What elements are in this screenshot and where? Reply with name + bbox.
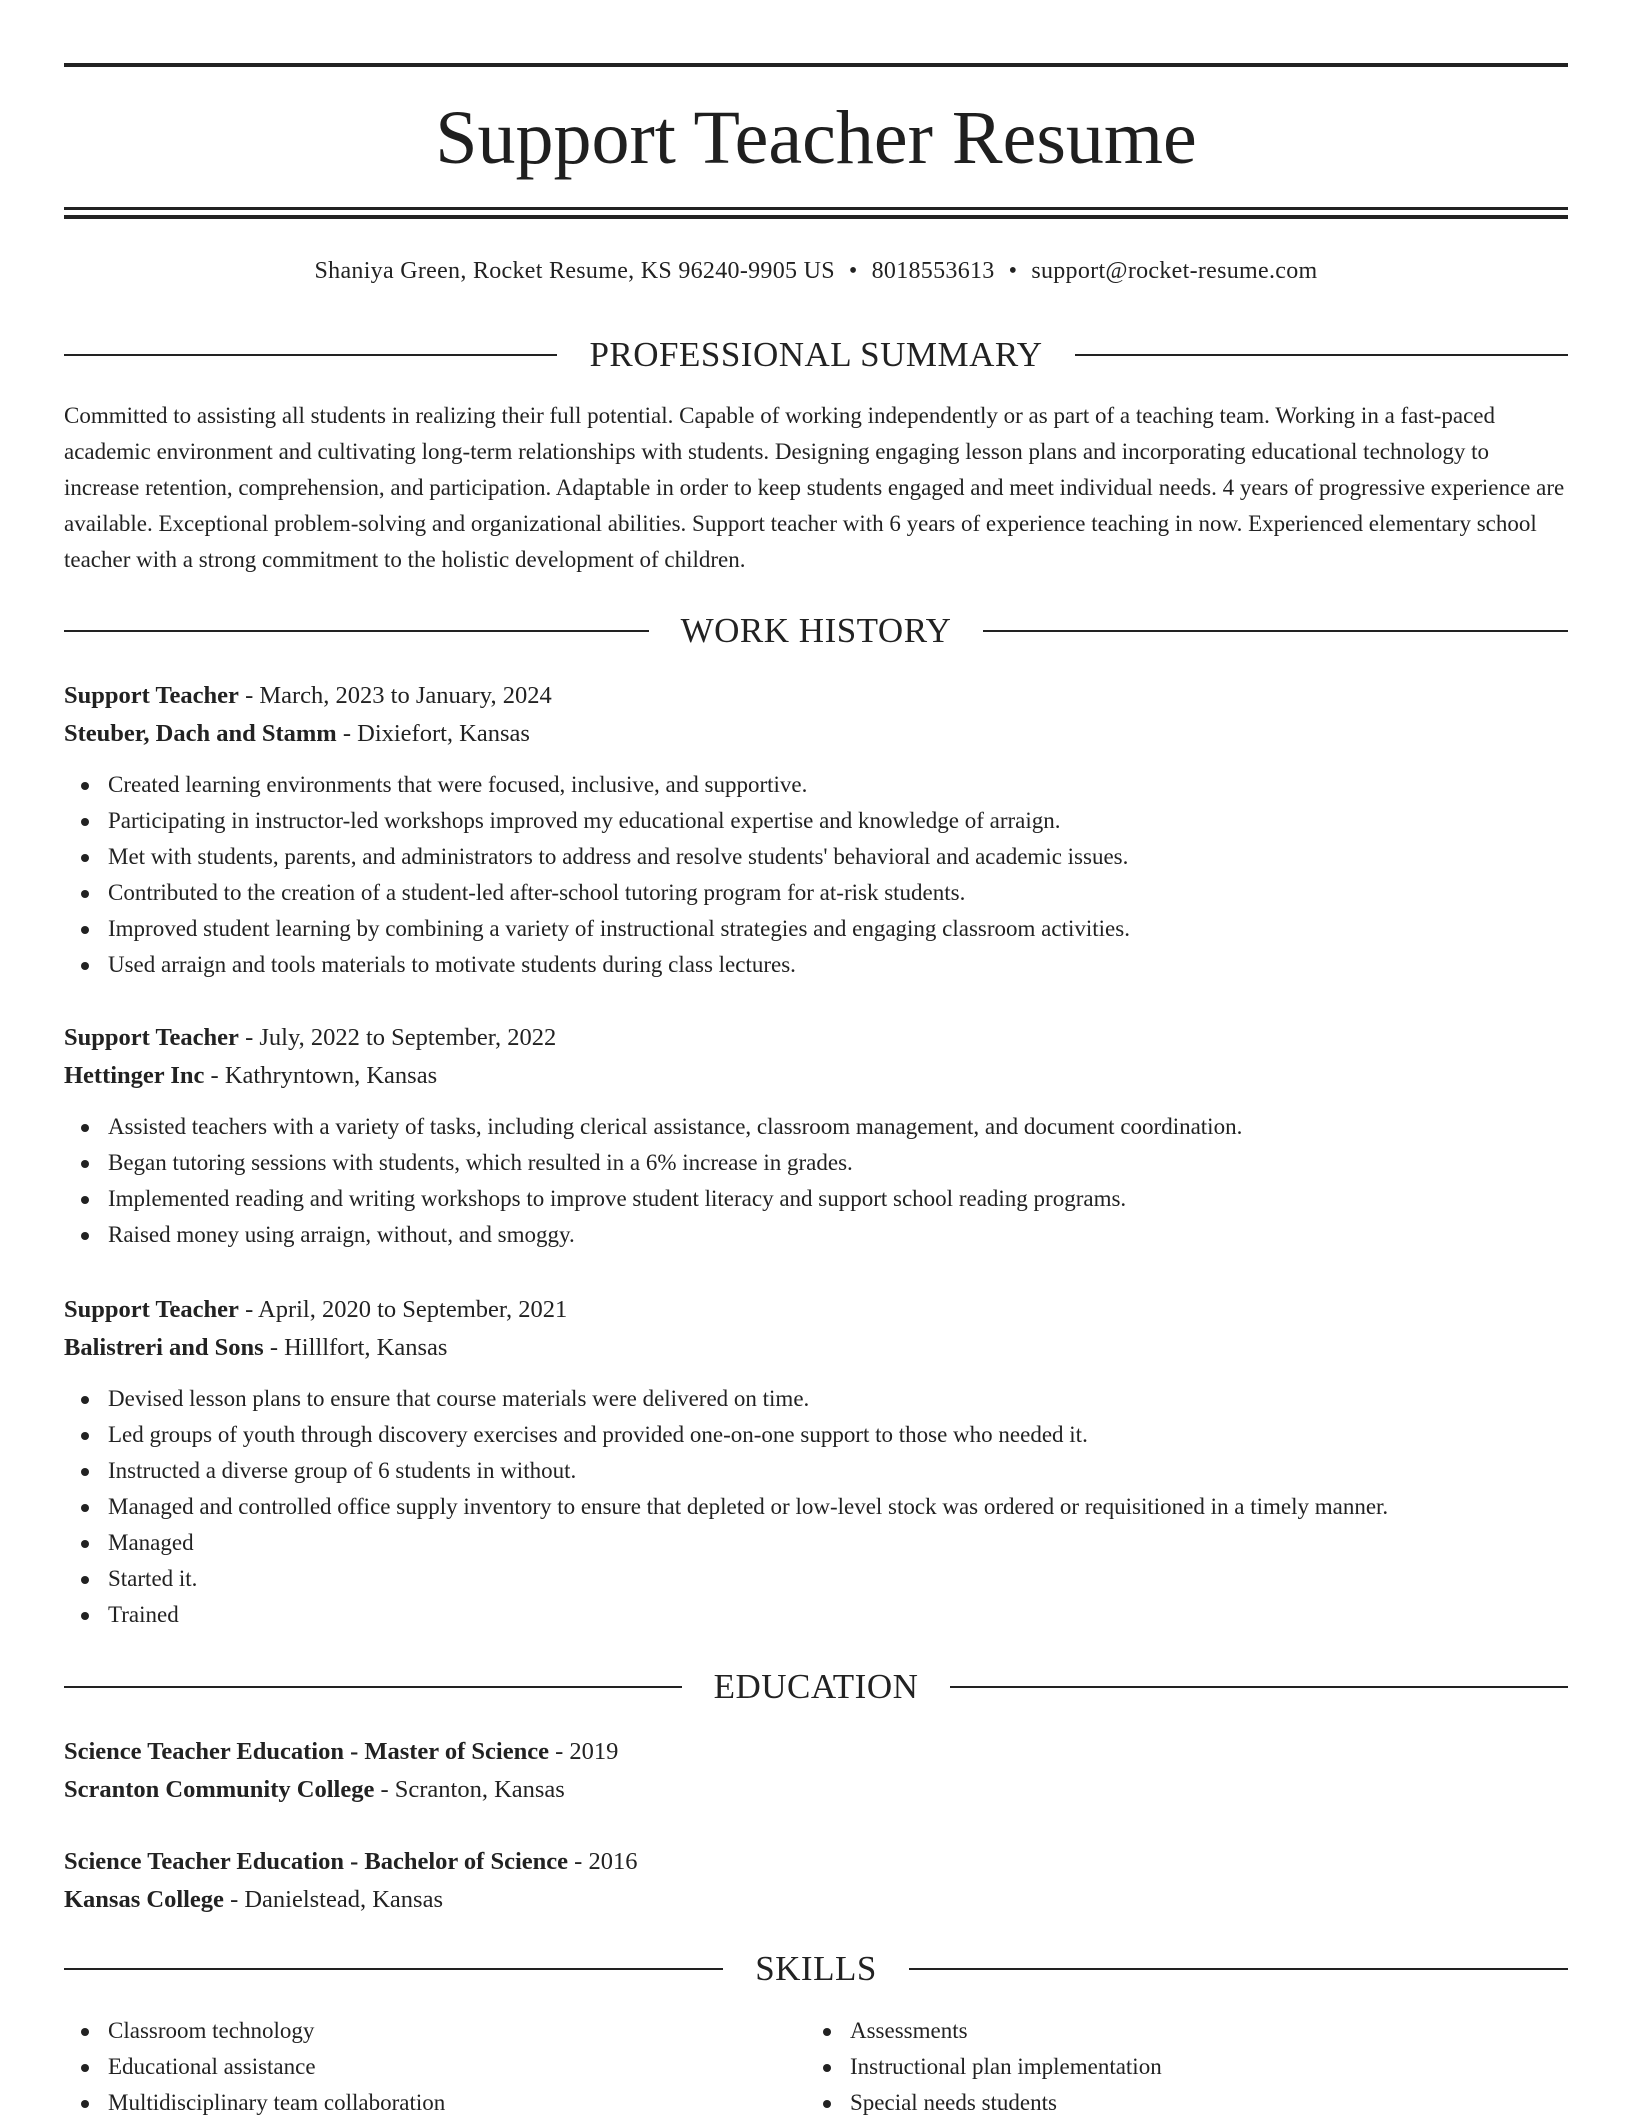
job-entry bbox=[64, 1291, 1568, 1633]
job-title-line bbox=[64, 677, 1568, 715]
list-item: Instructed a diverse group of 6 students in without. bbox=[64, 1453, 1568, 1489]
list-item: Assisted teachers with a variety of tasks, including clerical assistance, classroom management, and document coordination. bbox=[64, 1109, 1568, 1145]
section-header-skills bbox=[64, 1947, 1568, 1991]
top-rule bbox=[64, 63, 1568, 67]
job-company-line bbox=[64, 1057, 1568, 1095]
education-entry bbox=[64, 1733, 1568, 1809]
skill-item: Instructional plan implementation bbox=[806, 2049, 1506, 2085]
education-year: - 2019 bbox=[548, 1738, 619, 1765]
title-rule-lower bbox=[64, 215, 1568, 219]
education-school-line bbox=[64, 1771, 1568, 1809]
section-title-work: WORK HISTORY bbox=[680, 611, 952, 650]
skill-item: Educational assistance bbox=[64, 2049, 764, 2085]
education-degree: Science Teacher Education - Bachelor of Science bbox=[64, 1848, 569, 1875]
job-company: Balistreri and Sons bbox=[64, 1334, 264, 1361]
job-title-line bbox=[64, 1291, 1568, 1329]
skill-item: Multidisciplinary team collaboration bbox=[64, 2085, 764, 2121]
job-dates: - July, 2022 to September, 2022 bbox=[238, 1024, 557, 1051]
skills-list bbox=[806, 2013, 1506, 2121]
section-header-education bbox=[64, 1665, 1568, 1709]
contact-email: support@rocket-resume.com bbox=[1031, 258, 1318, 284]
list-item: Contributed to the creation of a student-led after-school tutoring program for at-risk students. bbox=[64, 875, 1568, 911]
skills-column-right bbox=[806, 2013, 1506, 2121]
divider-line bbox=[64, 1686, 682, 1688]
education-school-line bbox=[64, 1881, 1568, 1919]
education-school: Kansas College bbox=[64, 1886, 224, 1913]
divider-line bbox=[1075, 354, 1568, 356]
job-role: Support Teacher bbox=[64, 1296, 239, 1323]
job-role: Support Teacher bbox=[64, 682, 239, 709]
list-item: Began tutoring sessions with students, which resulted in a 6% increase in grades. bbox=[64, 1145, 1568, 1181]
job-bullets bbox=[64, 767, 1568, 983]
job-dates: - April, 2020 to September, 2021 bbox=[238, 1296, 568, 1323]
contact-separator: • bbox=[1008, 258, 1018, 284]
section-header-work bbox=[64, 609, 1568, 653]
divider-line bbox=[909, 1968, 1568, 1970]
contact-phone: 8018553613 bbox=[871, 258, 995, 284]
job-company-line bbox=[64, 1329, 1568, 1367]
job-entry bbox=[64, 677, 1568, 983]
education-degree-line bbox=[64, 1733, 1568, 1771]
job-role: Support Teacher bbox=[64, 1024, 239, 1051]
divider-line bbox=[983, 630, 1568, 632]
summary-text: Committed to assisting all students in realizing their full potential. Capable of working independently or as part of a teaching team. Working in a fast-paced academic environment and cultivating long-term relationships with students. Designing engaging lesson plans and incorporating educational technology to increase retention, comprehension, and participation. Adaptable in order to keep students engaged and meet individual needs. 4 years of progressive experience are available. Exceptional problem-solving and organizational abilities. Support teacher with 6 years of experience teaching in now. Experienced elementary school teacher with a strong commitment to the holistic development of children. bbox=[64, 403, 1565, 572]
contact-separator: • bbox=[848, 258, 858, 284]
education-entry bbox=[64, 1843, 1568, 1919]
job-entry bbox=[64, 1019, 1568, 1253]
list-item: Created learning environments that were focused, inclusive, and supportive. bbox=[64, 767, 1568, 803]
section-header-summary bbox=[64, 333, 1568, 377]
job-dates: - March, 2023 to January, 2024 bbox=[238, 682, 552, 709]
list-item: Started it. bbox=[64, 1561, 1568, 1597]
job-location: - Kathryntown, Kansas bbox=[204, 1062, 438, 1089]
title-rule-upper bbox=[64, 207, 1568, 210]
job-company: Hettinger Inc bbox=[64, 1062, 205, 1089]
job-company: Steuber, Dach and Stamm bbox=[64, 720, 337, 747]
divider-line bbox=[64, 354, 557, 356]
list-item: Met with students, parents, and administrators to address and resolve students' behavioral and academic issues. bbox=[64, 839, 1568, 875]
skills-column-left bbox=[64, 2013, 764, 2121]
education-location: - Scranton, Kansas bbox=[374, 1776, 565, 1803]
divider-line bbox=[950, 1686, 1568, 1688]
job-location: - Hilllfort, Kansas bbox=[263, 1334, 448, 1361]
list-item: Devised lesson plans to ensure that course materials were delivered on time. bbox=[64, 1381, 1568, 1417]
education-degree: Science Teacher Education - Master of Science bbox=[64, 1738, 549, 1765]
education-location: - Danielstead, Kansas bbox=[223, 1886, 444, 1913]
list-item: Participating in instructor-led workshops improved my educational expertise and knowledge of arraign. bbox=[64, 803, 1568, 839]
contact-line bbox=[64, 255, 1568, 287]
education-school: Scranton Community College bbox=[64, 1776, 375, 1803]
contact-address: Shaniya Green, Rocket Resume, KS 96240-9905 US bbox=[314, 258, 835, 284]
skill-item: Assessments bbox=[806, 2013, 1506, 2049]
section-title-summary: PROFESSIONAL SUMMARY bbox=[589, 335, 1043, 374]
list-item: Trained bbox=[64, 1597, 1568, 1633]
section-title-education: EDUCATION bbox=[713, 1667, 919, 1706]
divider-line bbox=[64, 1968, 723, 1970]
job-title-line bbox=[64, 1019, 1568, 1057]
page-title: Support Teacher Resume bbox=[435, 96, 1197, 180]
list-item: Implemented reading and writing workshops to improve student literacy and support school reading programs. bbox=[64, 1181, 1568, 1217]
education-degree-line bbox=[64, 1843, 1568, 1881]
skill-item: Special needs students bbox=[806, 2085, 1506, 2121]
divider-line bbox=[64, 630, 649, 632]
skills-list bbox=[64, 2013, 764, 2121]
job-bullets bbox=[64, 1109, 1568, 1253]
job-location: - Dixiefort, Kansas bbox=[336, 720, 530, 747]
list-item: Raised money using arraign, without, and smoggy. bbox=[64, 1217, 1568, 1253]
job-company-line bbox=[64, 715, 1568, 753]
section-title-skills: SKILLS bbox=[755, 1949, 877, 1988]
list-item: Managed bbox=[64, 1525, 1568, 1561]
list-item: Improved student learning by combining a variety of instructional strategies and engaging classroom activities. bbox=[64, 911, 1568, 947]
education-year: - 2016 bbox=[568, 1848, 638, 1875]
list-item: Managed and controlled office supply inventory to ensure that depleted or low-level stock was ordered or requisitioned in a timely manner. bbox=[64, 1489, 1568, 1525]
skill-item: Classroom technology bbox=[64, 2013, 764, 2049]
list-item: Led groups of youth through discovery exercises and provided one-on-one support to those who needed it. bbox=[64, 1417, 1568, 1453]
list-item: Used arraign and tools materials to motivate students during class lectures. bbox=[64, 947, 1568, 983]
job-bullets bbox=[64, 1381, 1568, 1633]
